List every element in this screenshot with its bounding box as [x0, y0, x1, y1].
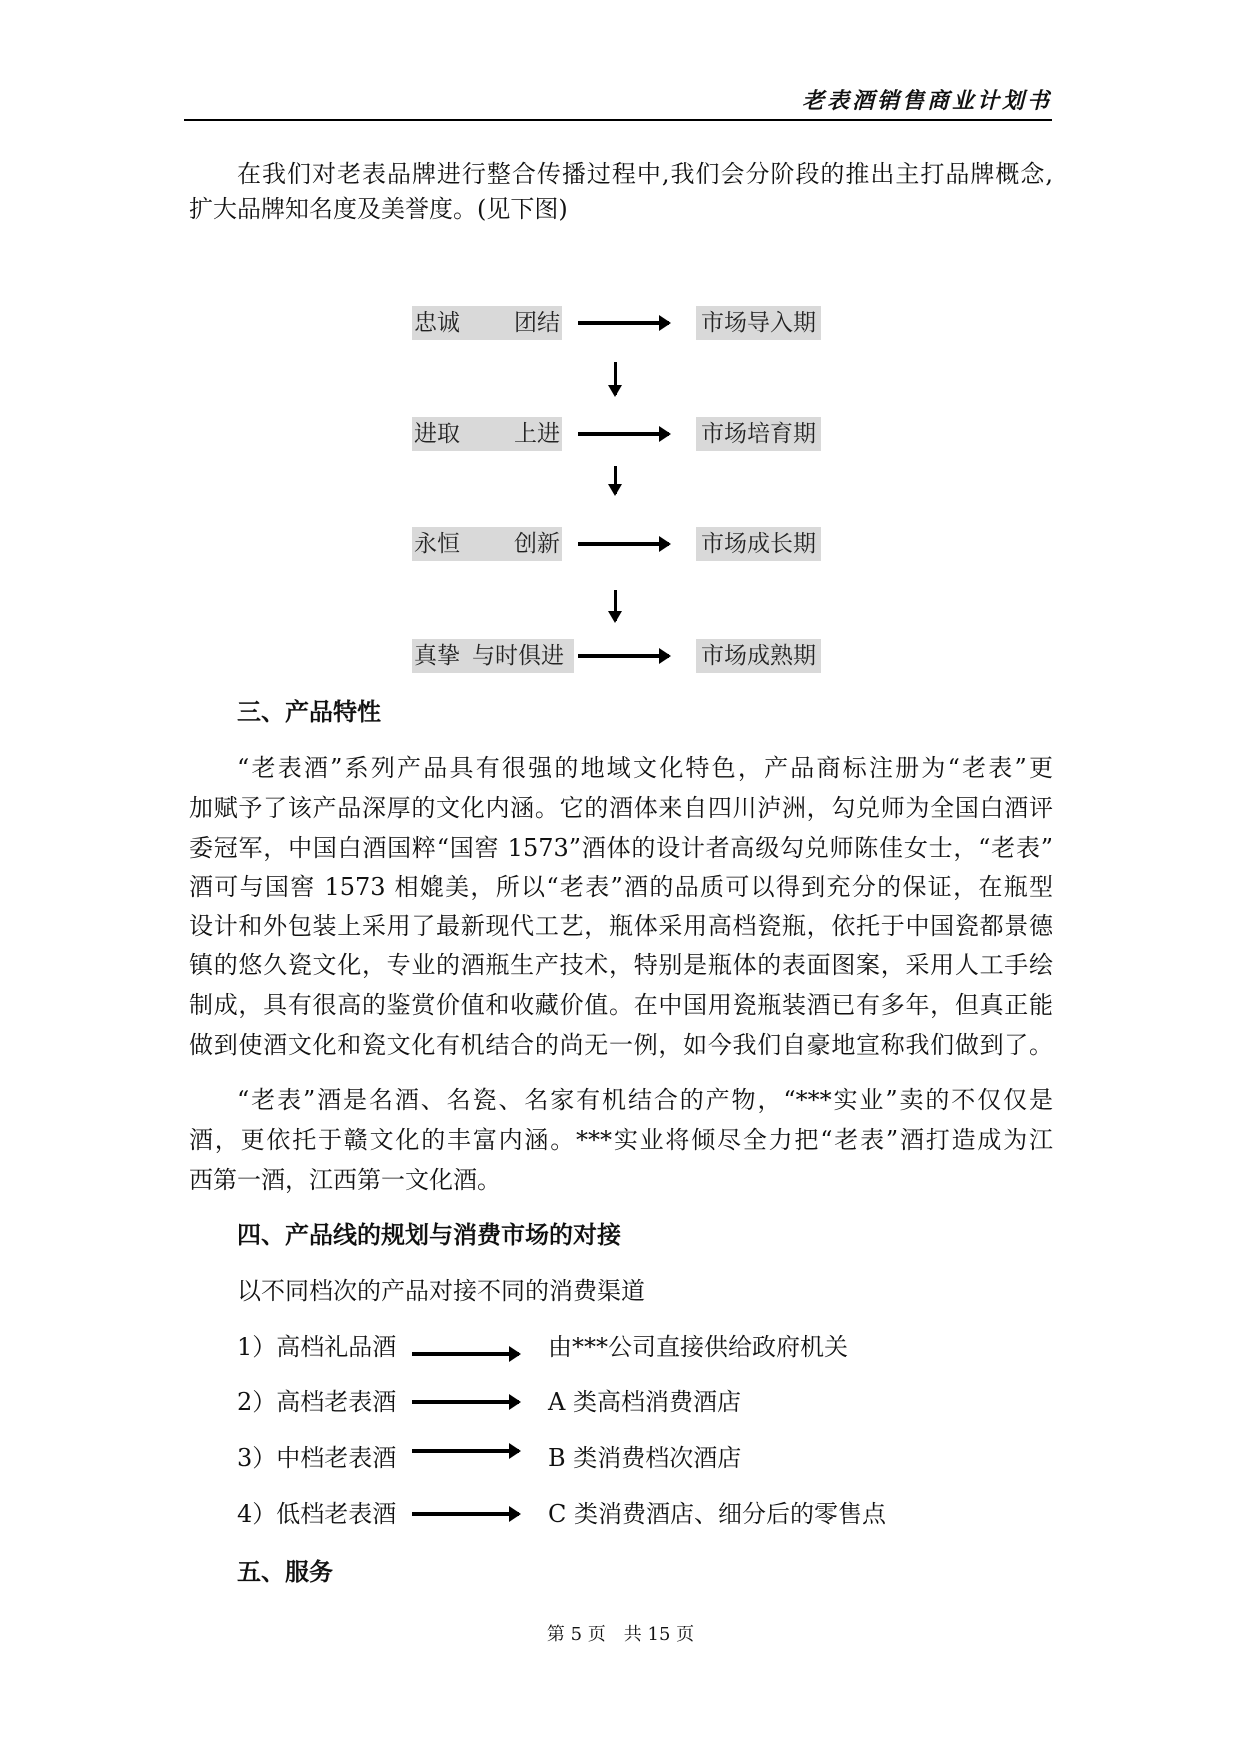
section-heading: 五、服务 [237, 1557, 333, 1586]
product-tier-label: 2）高档老表酒 [237, 1388, 397, 1416]
paragraph-line: 镇的悠久瓷文化，专业的酒瓶生产技术，特别是瓶体的表面图案，采用人工手绘 [189, 951, 1053, 979]
channel-label: B 类消费档次酒店 [548, 1444, 742, 1472]
page-number: 第 5 页 共 15 页 [546, 1624, 695, 1645]
paragraph-line: 加赋予了该产品深厚的文化内涵。它的酒体来自四川泸洲，勾兑师为全国白酒评 [189, 794, 1053, 822]
section-intro: 以不同档次的产品对接不同的消费渠道 [237, 1277, 645, 1305]
paragraph-line: “老表酒”系列产品具有很强的地域文化特色，产品商标注册为“老表”更 [237, 754, 1053, 782]
product-tier-label: 4）低档老表酒 [237, 1500, 397, 1528]
concept-label: 进取 [414, 421, 460, 447]
paragraph-line: 制成，具有很高的鉴赏价值和收藏价值。在中国用瓷瓶装酒已有多年，但真正能 [189, 991, 1053, 1019]
intro-line: 扩大品牌知名度及美誉度。(见下图) [189, 195, 568, 223]
section-heading: 三、产品特性 [237, 697, 381, 726]
down-arrow-icon [614, 590, 617, 621]
concept-label: 创新 [514, 531, 560, 557]
right-arrow-icon [578, 432, 669, 436]
stage-box: 市场成长期 [696, 527, 821, 561]
channel-label: C 类消费酒店、细分后的零售点 [548, 1500, 886, 1528]
right-arrow-icon [412, 1352, 519, 1356]
concept-box [412, 417, 562, 451]
down-arrow-icon [614, 466, 617, 494]
paragraph-line: 设计和外包装上采用了最新现代工艺，瓶体采用高档瓷瓶，依托于中国瓷都景德 [189, 912, 1053, 940]
paragraph-line: 做到使酒文化和瓷文化有机结合的尚无一例，如今我们自豪地宣称我们做到了。 [189, 1031, 1053, 1059]
concept-box [412, 306, 562, 340]
concept-label: 真挚 [414, 643, 460, 669]
right-arrow-icon [578, 542, 669, 546]
concept-label: 团结 [514, 310, 560, 336]
concept-label: 忠诚 [414, 310, 460, 336]
paragraph-line: “老表”酒是名酒、名瓷、名家有机结合的产物，“***实业”卖的不仅仅是 [237, 1086, 1053, 1114]
paragraph-line: 西第一酒，江西第一文化酒。 [189, 1166, 501, 1194]
running-header-title: 老表酒销售商业计划书 [801, 88, 1052, 114]
right-arrow-icon [412, 1512, 519, 1516]
concept-label: 上进 [514, 421, 560, 447]
paragraph-line: 酒，更依托于赣文化的丰富内涵。***实业将倾尽全力把“老表”酒打造成为江 [189, 1126, 1053, 1154]
right-arrow-icon [412, 1400, 519, 1404]
header-rule [184, 119, 1052, 121]
paragraph-line: 委冠军，中国白酒国粹“国窖 1573”酒体的设计者高级勾兑师陈佳女士，“老表” [189, 834, 1053, 862]
paragraph-line: 酒可与国窖 1573 相媲美，所以“老表”酒的品质可以得到充分的保证，在瓶型 [189, 873, 1053, 901]
right-arrow-icon [412, 1449, 519, 1453]
stage-box: 市场成熟期 [696, 639, 821, 673]
stage-box: 市场培育期 [696, 417, 821, 451]
right-arrow-icon [578, 654, 669, 658]
concept-box [412, 639, 574, 673]
right-arrow-icon [578, 321, 669, 325]
down-arrow-icon [614, 362, 617, 395]
product-tier-label: 3）中档老表酒 [237, 1444, 397, 1472]
concept-label: 与时俱进 [472, 643, 564, 669]
intro-line: 在我们对老表品牌进行整合传播过程中,我们会分阶段的推出主打品牌概念, [237, 160, 1053, 188]
concept-box [412, 527, 562, 561]
channel-label: 由***公司直接供给政府机关 [548, 1333, 848, 1361]
concept-label: 永恒 [414, 531, 460, 557]
channel-label: A 类高档消费酒店 [548, 1388, 741, 1416]
product-tier-label: 1）高档礼品酒 [237, 1333, 397, 1361]
section-heading: 四、产品线的规划与消费市场的对接 [237, 1220, 621, 1249]
stage-box: 市场导入期 [696, 306, 821, 340]
